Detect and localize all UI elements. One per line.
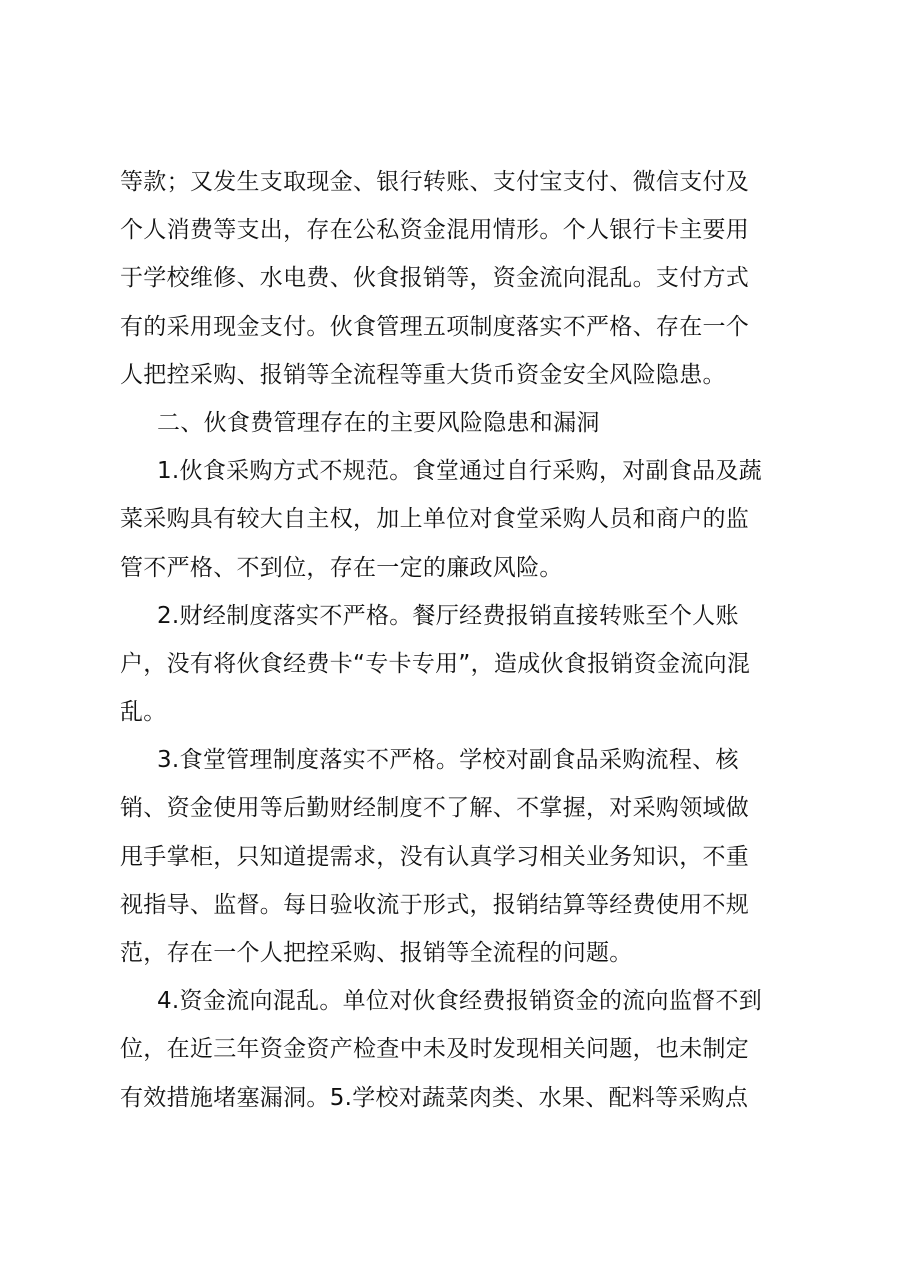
text-line: 范，存在一个人把控采购、报销等全流程的问题。 xyxy=(120,940,633,966)
text-line: 有效措施堵塞漏洞。5.学校对蔬菜肉类、水果、配料等采购点 xyxy=(120,1084,749,1111)
text-line: 4.资金流向混乱。单位对伙食经费报销资金的流向监督不到 xyxy=(157,988,763,1015)
text-line: 人把控采购、报销等全流程等重大货币资金安全风险隐患。 xyxy=(120,361,726,388)
text-line: 于学校维修、水电费、伙食报销等，资金流向混乱。支付方式 xyxy=(120,265,750,292)
text-line: 有的采用现金支付。伙食管理五项制度落实不严格、存在一个 xyxy=(120,313,750,340)
text-line: 菜采购具有较大自主权，加上单位对食堂采购人员和商户的监 xyxy=(120,506,750,533)
text-line: 3.食堂管理制度落实不严格。学校对副食品采购流程、核 xyxy=(157,747,739,774)
text-line: 管不严格、不到位，存在一定的廉政风险。 xyxy=(120,554,563,581)
text-line: 2.财经制度落实不严格。餐厅经费报销直接转账至个人账 xyxy=(157,602,739,629)
section-heading: 二、伙食费管理存在的主要风险隐患和漏洞 xyxy=(157,409,600,436)
text-line: 甩手掌柜，只知道提需求，没有认真学习相关业务知识，不重 xyxy=(120,843,750,870)
text-line: 位，在近三年资金资产检查中未及时发现相关问题，也未制定 xyxy=(120,1036,750,1063)
text-line: 视指导、监督。每日验收流于形式，报销结算等经费使用不规 xyxy=(120,891,750,918)
text-line: 1.伙食采购方式不规范。食堂通过自行采购，对副食品及蔬 xyxy=(157,458,763,485)
document-body xyxy=(120,158,800,1122)
text-line: 乱。 xyxy=(120,699,167,726)
text-line: 户，没有将伙食经费卡“专卡专用”，造成伙食报销资金流向混 xyxy=(120,650,751,677)
text-line: 销、资金使用等后勤财经制度不了解、不掌握，对采购领域做 xyxy=(120,795,750,822)
text-line: 个人消费等支出，存在公私资金混用情形。个人银行卡主要用 xyxy=(120,217,750,244)
text-line: 等款；又发生支取现金、银行转账、支付宝支付、微信支付及 xyxy=(120,169,750,195)
